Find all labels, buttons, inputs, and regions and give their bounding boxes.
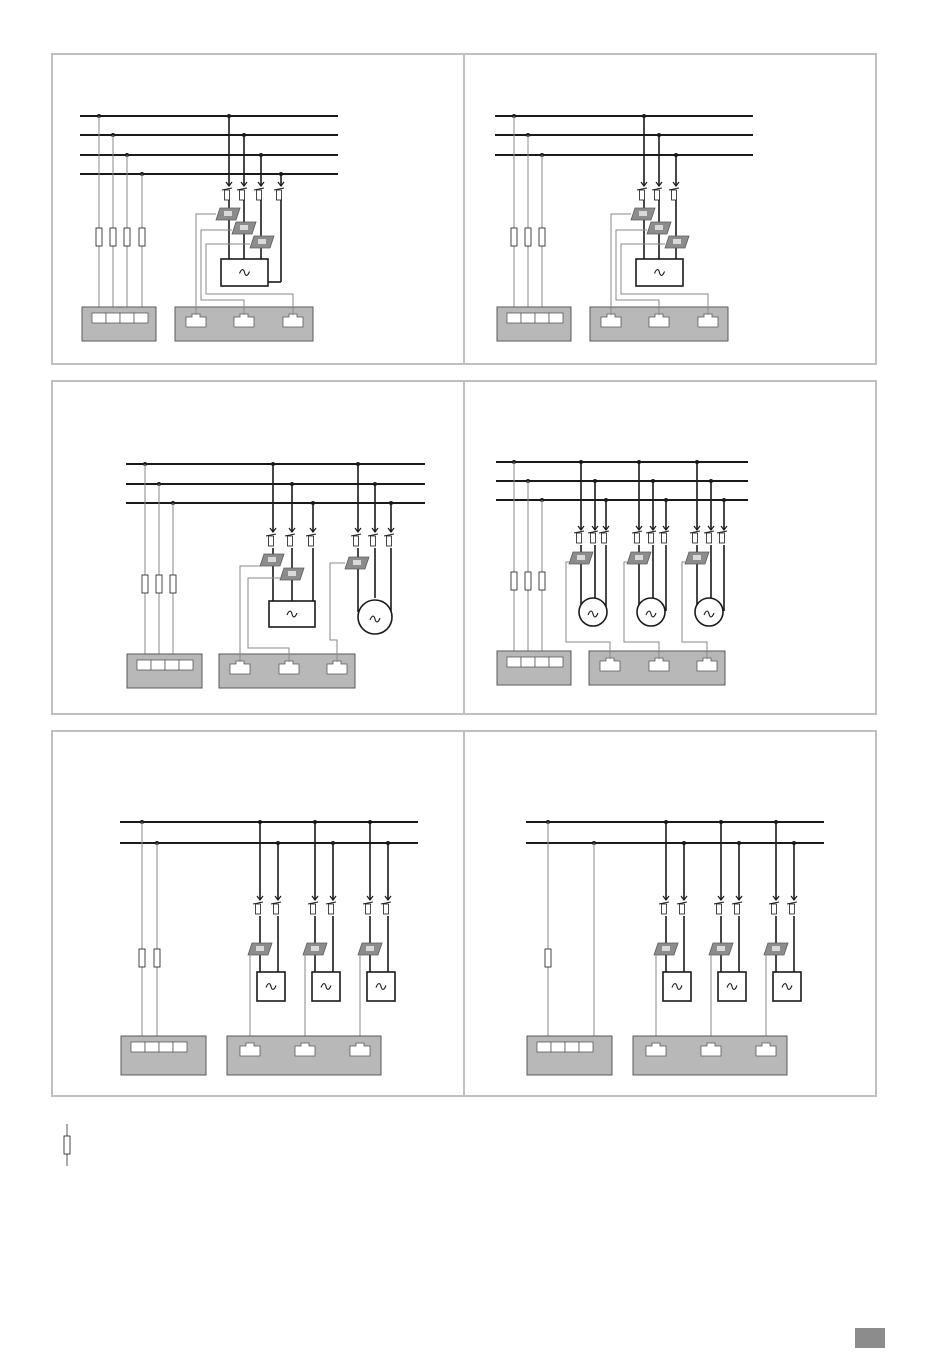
voltage-input-module	[497, 651, 571, 685]
motor-circle	[358, 600, 392, 634]
ct-window	[256, 946, 264, 951]
small-fuse-icon	[237, 188, 247, 200]
current-transformer-icon	[654, 943, 678, 955]
ct-window	[639, 211, 647, 216]
load-block	[221, 259, 268, 286]
fuse-body	[662, 904, 667, 914]
diagram-two-wire-dual-fuse	[120, 820, 418, 1075]
motor-circle	[637, 598, 665, 626]
small-fuse-icon	[637, 188, 647, 200]
small-fuse-icon	[588, 531, 598, 543]
fuse-body	[225, 190, 230, 200]
load-block	[718, 972, 746, 1001]
terminal-block	[521, 313, 535, 323]
small-fuse-icon	[363, 902, 373, 914]
load-block	[257, 972, 285, 1001]
module-housing	[127, 654, 202, 688]
small-fuse-icon	[271, 902, 281, 914]
fuse-body	[655, 190, 660, 200]
terminal-block	[145, 1042, 159, 1052]
load-block	[636, 259, 683, 286]
ct-window	[240, 225, 248, 230]
current-transformer-icon	[303, 943, 327, 955]
fuse-icon	[139, 949, 145, 967]
current-transformer-icon	[685, 552, 709, 564]
fuse-icon	[511, 228, 517, 246]
fuse-body	[707, 533, 712, 543]
fuse-body	[602, 533, 607, 543]
terminal-block	[537, 1042, 551, 1052]
ct-window	[772, 946, 780, 951]
terminal-block	[521, 657, 535, 667]
fuse-body	[387, 536, 392, 546]
small-fuse-icon	[266, 534, 276, 546]
voltage-input-module	[121, 1036, 206, 1075]
fuse-icon	[110, 228, 116, 246]
fuse-body	[772, 904, 777, 914]
small-fuse-icon	[714, 902, 724, 914]
small-fuse-icon	[351, 534, 361, 546]
load-block	[269, 601, 315, 627]
small-fuse-icon	[599, 531, 609, 543]
terminal-block	[137, 660, 151, 670]
fuse-icon	[525, 228, 531, 246]
terminal-block	[535, 313, 549, 323]
small-fuse-icon	[308, 902, 318, 914]
ct-window	[258, 239, 266, 244]
small-fuse-icon	[690, 531, 700, 543]
ct-window	[662, 946, 670, 951]
fuse-body	[311, 904, 316, 914]
fuse-body	[354, 536, 359, 546]
fuse-body	[680, 904, 685, 914]
fuse-icon	[525, 572, 531, 590]
current-transformer-icon	[709, 943, 733, 955]
load-block	[663, 972, 691, 1001]
motor-circle	[579, 598, 607, 626]
terminal-block	[551, 1042, 565, 1052]
current-transformer-icon	[665, 236, 689, 248]
terminal-block	[507, 313, 521, 323]
fuse-body	[269, 536, 274, 546]
load-block	[773, 972, 801, 1001]
motor-icon	[579, 598, 607, 626]
fuse-body	[735, 904, 740, 914]
small-fuse-icon	[652, 188, 662, 200]
terminal-block	[120, 313, 134, 323]
fuse-body	[577, 533, 582, 543]
fuse-body	[717, 904, 722, 914]
fuse-body	[288, 536, 293, 546]
terminal-block	[549, 313, 563, 323]
fuse-body	[693, 533, 698, 543]
current-input-module	[589, 651, 725, 685]
current-transformer-icon	[764, 943, 788, 955]
fuse-body	[256, 904, 261, 914]
ct-window	[577, 555, 585, 560]
voltage-input-module	[527, 1036, 612, 1075]
current-input-module	[633, 1036, 787, 1075]
fuse-icon	[511, 572, 517, 590]
current-input-module	[219, 654, 355, 688]
small-fuse-icon	[717, 531, 727, 543]
fuse-body	[640, 190, 645, 200]
terminal-block	[134, 313, 148, 323]
small-fuse-icon	[732, 902, 742, 914]
module-housing	[82, 307, 156, 341]
small-fuse-icon	[574, 531, 584, 543]
small-fuse-icon	[704, 531, 714, 543]
diagram-mixed-loads	[126, 462, 425, 688]
ct-window	[366, 946, 374, 951]
terminal-block	[535, 657, 549, 667]
ct-window	[353, 560, 361, 565]
fuse-icon	[539, 572, 545, 590]
page-number-tab	[855, 1328, 885, 1348]
current-input-module	[227, 1036, 381, 1075]
fuse-body	[384, 904, 389, 914]
small-fuse-icon	[326, 902, 336, 914]
terminal-block	[565, 1042, 579, 1052]
small-fuse-icon	[368, 534, 378, 546]
small-fuse-icon	[222, 188, 232, 200]
terminal-block	[131, 1042, 145, 1052]
small-fuse-icon	[285, 534, 295, 546]
terminal-block	[579, 1042, 593, 1052]
module-housing	[497, 651, 571, 685]
fuse-body	[672, 190, 677, 200]
fuse-body	[371, 536, 376, 546]
fuse-body	[277, 190, 282, 200]
fuse-legend	[64, 1124, 70, 1166]
fuse-icon	[170, 575, 176, 593]
signal-wire	[330, 563, 345, 662]
voltage-input-module	[82, 307, 156, 341]
terminal-block	[173, 1042, 187, 1052]
current-transformer-icon	[232, 222, 256, 234]
ct-window	[288, 571, 296, 576]
current-transformer-icon	[631, 208, 655, 220]
fuse-body	[366, 904, 371, 914]
current-transformer-icon	[627, 552, 651, 564]
terminal-block	[92, 313, 106, 323]
fuse-body	[720, 533, 725, 543]
small-fuse-icon	[274, 188, 284, 200]
small-fuse-icon	[632, 531, 642, 543]
ct-window	[635, 555, 643, 560]
current-transformer-icon	[345, 557, 369, 569]
voltage-input-module	[127, 654, 202, 688]
voltage-input-module	[497, 307, 571, 341]
fuse-body	[274, 904, 279, 914]
small-fuse-icon	[677, 902, 687, 914]
ct-window	[673, 239, 681, 244]
small-fuse-icon	[384, 534, 394, 546]
fuse-icon	[154, 949, 160, 967]
terminal-block	[507, 657, 521, 667]
terminal-block	[159, 1042, 173, 1052]
small-fuse-icon	[253, 902, 263, 914]
fuse-icon	[156, 575, 162, 593]
current-transformer-icon	[260, 554, 284, 566]
current-transformer-icon	[569, 552, 593, 564]
fuse-icon	[539, 228, 545, 246]
fuse-body	[309, 536, 314, 546]
motor-icon	[637, 598, 665, 626]
ct-window	[717, 946, 725, 951]
diagram-two-wire-single-fuse	[526, 820, 824, 1075]
ct-window	[268, 557, 276, 562]
small-fuse-icon	[669, 188, 679, 200]
fuse-icon	[64, 1136, 70, 1154]
small-fuse-icon	[646, 531, 656, 543]
current-transformer-icon	[250, 236, 274, 248]
small-fuse-icon	[769, 902, 779, 914]
fuse-icon	[124, 228, 130, 246]
ct-window	[693, 555, 701, 560]
fuse-body	[649, 533, 654, 543]
fuse-body	[662, 533, 667, 543]
fuse-body	[240, 190, 245, 200]
terminal-block	[179, 660, 193, 670]
small-fuse-icon	[659, 531, 669, 543]
current-transformer-icon	[280, 568, 304, 580]
current-transformer-icon	[358, 943, 382, 955]
small-fuse-icon	[659, 902, 669, 914]
terminal-block	[165, 660, 179, 670]
motor-icon	[695, 598, 723, 626]
terminal-block	[549, 657, 563, 667]
ct-window	[655, 225, 663, 230]
diagram-three-phase-four-wire	[80, 114, 338, 341]
current-transformer-icon	[248, 943, 272, 955]
motor-circle	[695, 598, 723, 626]
current-transformer-icon	[647, 222, 671, 234]
terminal-block	[151, 660, 165, 670]
current-transformer-icon	[216, 208, 240, 220]
motor-icon	[358, 600, 392, 634]
fuse-icon	[96, 228, 102, 246]
load-block	[312, 972, 340, 1001]
small-fuse-icon	[787, 902, 797, 914]
ct-window	[224, 211, 232, 216]
fuse-body	[790, 904, 795, 914]
small-fuse-icon	[254, 188, 264, 200]
fuse-body	[329, 904, 334, 914]
fuse-icon	[545, 949, 551, 967]
fuse-icon	[139, 228, 145, 246]
fuse-icon	[142, 575, 148, 593]
ct-window	[311, 946, 319, 951]
module-housing	[497, 307, 571, 341]
fuse-body	[635, 533, 640, 543]
load-block	[367, 972, 395, 1001]
small-fuse-icon	[381, 902, 391, 914]
small-fuse-icon	[306, 534, 316, 546]
diagram-three-motors	[496, 460, 748, 685]
terminal-block	[106, 313, 120, 323]
diagram-three-phase-three-wire	[495, 114, 753, 341]
fuse-body	[591, 533, 596, 543]
fuse-body	[257, 190, 262, 200]
